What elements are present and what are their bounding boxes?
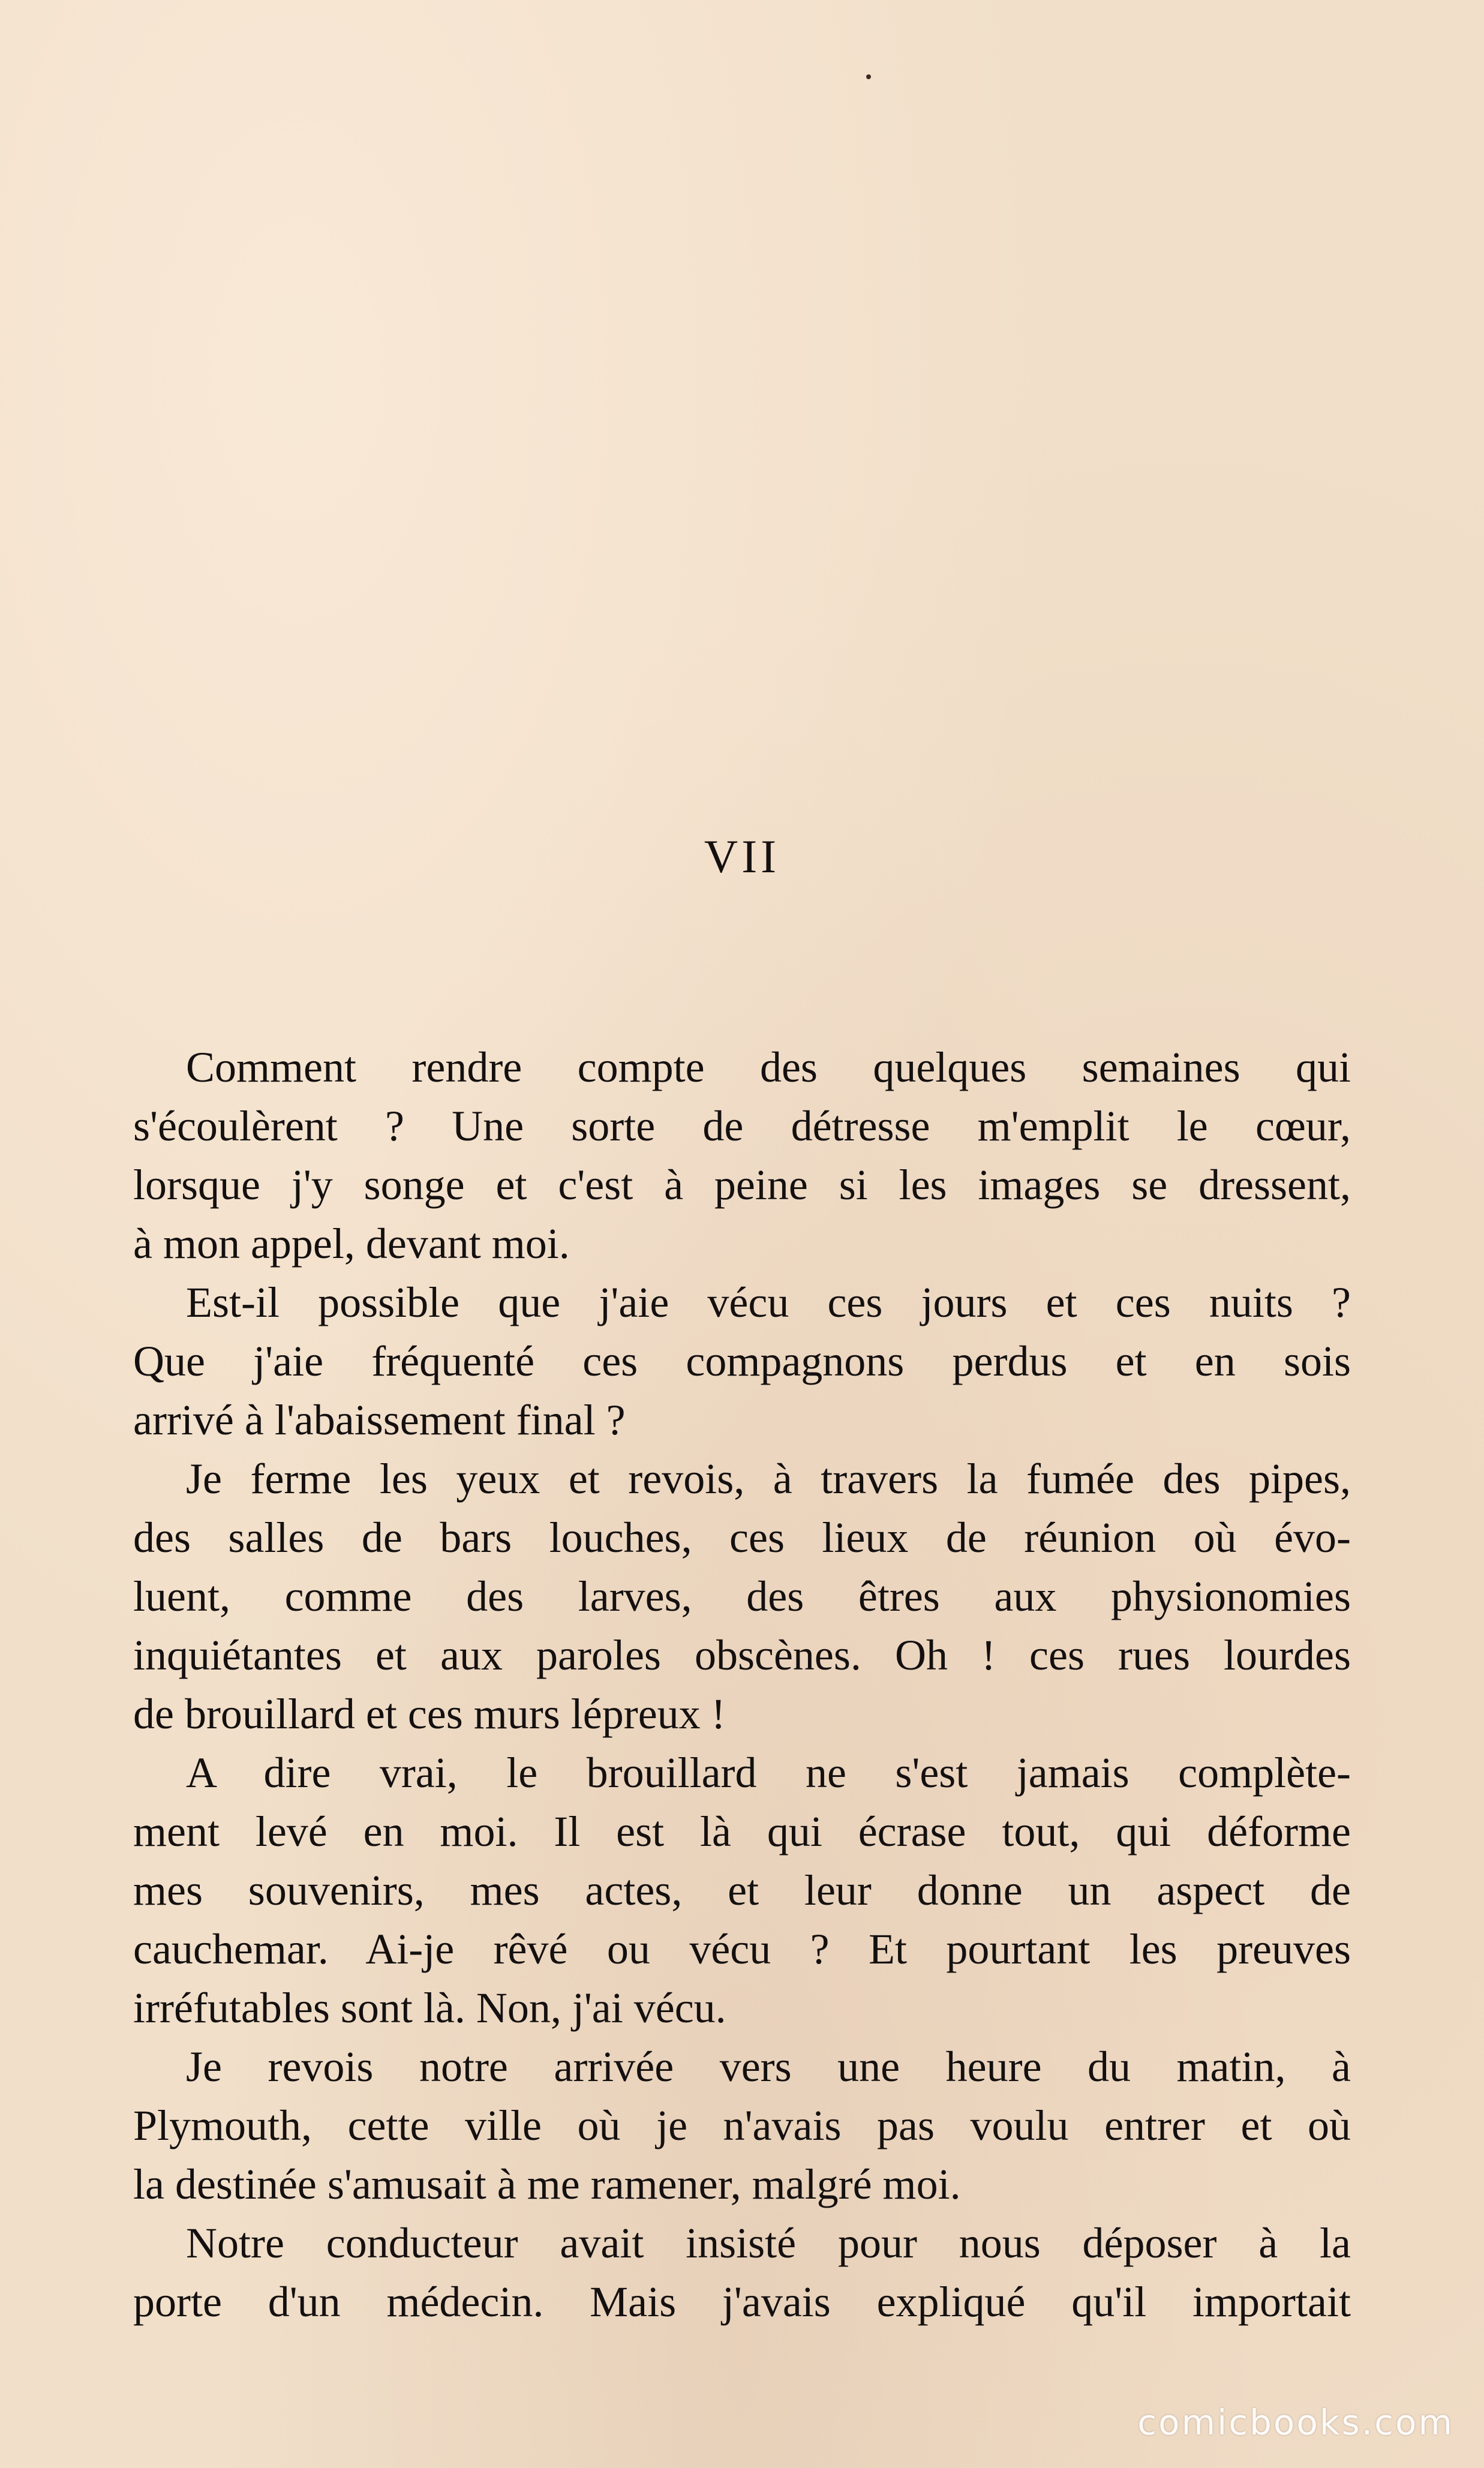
text-line: A dire vrai, le brouillard ne s'est jamais complète- — [186, 1749, 1351, 1797]
text-line: lorsque j'y songe et c'est à peine si les images se dressent, — [133, 1161, 1351, 1209]
text-line: cauchemar. Ai-je rêvé ou vécu ? Et pourtant les preuves — [133, 1925, 1351, 1973]
text-line: Est-il possible que j'aie vécu ces jours et ces nuits ? — [186, 1278, 1351, 1326]
text-line: de brouillard et ces murs lépreux ! — [133, 1690, 726, 1738]
paragraph — [133, 2037, 1351, 2214]
text-line: Notre conducteur avait insisté pour nous déposer à la — [186, 2219, 1351, 2267]
text-line: Plymouth, cette ville où je n'avais pas voulu entrer et où — [133, 2101, 1351, 2149]
text-line: ment levé en moi. Il est là qui écrase tout, qui déforme — [133, 1808, 1351, 1855]
text-line: Je ferme les yeux et revois, à travers la fumée des pipes, — [186, 1455, 1351, 1503]
text-line: des salles de bars louches, ces lieux de réunion où évo- — [133, 1514, 1351, 1562]
text-line: à mon appel, devant moi. — [133, 1220, 570, 1268]
paragraph — [133, 1273, 1351, 1449]
text-line: s'écoulèrent ? Une sorte de détresse m'emplit le cœur, — [133, 1102, 1351, 1150]
site-watermark: comicbooks.com — [1137, 2402, 1454, 2443]
text-line: irréfutables sont là. Non, j'ai vécu. — [133, 1984, 726, 2032]
paragraph — [133, 1038, 1351, 1273]
chapter-numeral: VII — [704, 830, 780, 882]
text-line: inquiétantes et aux paroles obscènes. Oh ! ces rues lourdes — [133, 1631, 1351, 1679]
text-line: la destinée s'amusait à me ramener, malgré moi. — [133, 2160, 961, 2208]
text-line: Je revois notre arrivée vers une heure du matin, à — [186, 2043, 1351, 2091]
text-line: luent, comme des larves, des êtres aux physionomies — [133, 1572, 1351, 1620]
chapter-body — [133, 1038, 1351, 2331]
text-line: Que j'aie fréquenté ces compagnons perdus et en sois — [133, 1337, 1351, 1385]
text-line: mes souvenirs, mes actes, et leur donne un aspect de — [133, 1866, 1351, 1914]
paragraph — [133, 1449, 1351, 1743]
text-line: arrivé à l'abaissement final ? — [133, 1396, 626, 1444]
paragraph — [133, 2214, 1351, 2331]
text-line: porte d'un médecin. Mais j'avais expliqué qu'il importait — [133, 2278, 1351, 2326]
paragraph — [133, 1743, 1351, 2037]
text-line: Comment rendre compte des quelques semaines qui — [186, 1043, 1351, 1091]
ink-speck — [866, 74, 871, 79]
